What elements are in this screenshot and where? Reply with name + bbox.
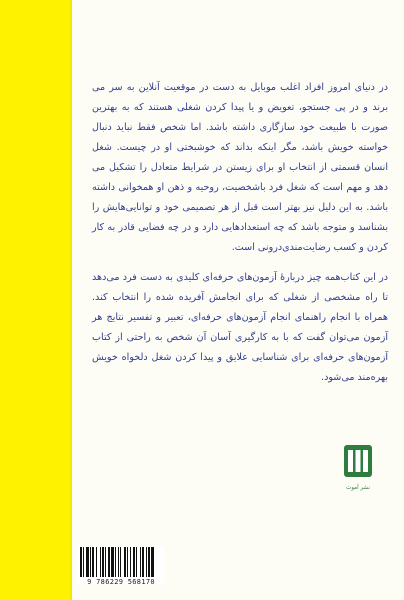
barcode-bar <box>92 547 94 577</box>
barcode-bar <box>130 547 131 577</box>
barcode-bar <box>115 547 116 577</box>
blurb-text <box>92 78 388 398</box>
barcode-bar <box>90 547 91 577</box>
barcode-bar <box>96 547 97 577</box>
barcode-bar <box>133 547 135 577</box>
barcode-bar <box>120 547 121 577</box>
barcode-bar <box>124 547 126 577</box>
barcode-bar <box>111 547 114 577</box>
barcode-bar <box>108 547 110 577</box>
publisher-logo-text: نشر آموت <box>346 485 370 491</box>
band-edge <box>70 0 72 600</box>
barcode-bar <box>86 547 89 577</box>
barcode-bar <box>105 547 106 577</box>
barcode-bar <box>100 547 101 577</box>
blurb-paragraph-2: در این کتاب‌همه چیز درباره‌ٔ آزمون‌های حرفه‌ای کلیدی به دست فرد می‌دهد تا راه مشخصی از شغلی که برای انجامش آفریده شده را انتخاب کند. همراه با انجام راهنمای انجام آزمون‌های حرفه‌ای، تعبیر و تفسیر نتایج هر آزمون می‌توان گفت که با به کارگیری آسان آن شخص به راحتی از کتاب آزمون‌های حرفه‌ای برای شناسایی علایق و پیدا کردن شغل دلخواه خویش بهره‌مند می‌شود. <box>92 272 388 383</box>
barcode-bar <box>102 547 104 577</box>
barcode-bar <box>127 547 128 577</box>
yellow-band <box>0 0 70 600</box>
barcode-bar <box>80 547 82 577</box>
barcode-bar <box>146 547 147 577</box>
barcode-bar <box>136 547 137 577</box>
barcode-bar <box>148 547 150 577</box>
publisher-logo-icon <box>341 443 375 495</box>
barcode-bar <box>151 547 154 577</box>
isbn-number: 9 786229 568170 <box>87 578 155 586</box>
barcode-bar <box>140 547 141 577</box>
barcode-bar <box>118 547 119 577</box>
barcode-bar <box>83 547 84 577</box>
blurb-paragraph-1: در دنیای امروز افراد اغلب موبایل به دست در موقعیت آنلاین به سر می برند و در پی جستجو، تعویض و یا پیدا کردن شغلی هستند که به بهترین صورت با طبیعت خود سازگاری داشته باشد. اما شخص فقط نباید دنبال خواسته خویش باشد، مگر اینکه بداند که خوشبختی او در چیست. شغل انسان قسمتی از انتخاب او برای زیستن در شرایط متعادل را تشکیل می دهد و مهم است که شغل فرد باشخصیت، روحیه و ذهن او همخوانی داشته باشد. به این دلیل نیز بهتر است قبل از هر تصمیمی خود و توانایی‌هایش را بشناسد و متوجه باشد که چه استعدادهایی دارد و در چه فضایی قادر به کار کردن و کسب رضایت‌مندی‌درونی است. <box>92 82 388 253</box>
barcode-bar <box>142 547 144 577</box>
